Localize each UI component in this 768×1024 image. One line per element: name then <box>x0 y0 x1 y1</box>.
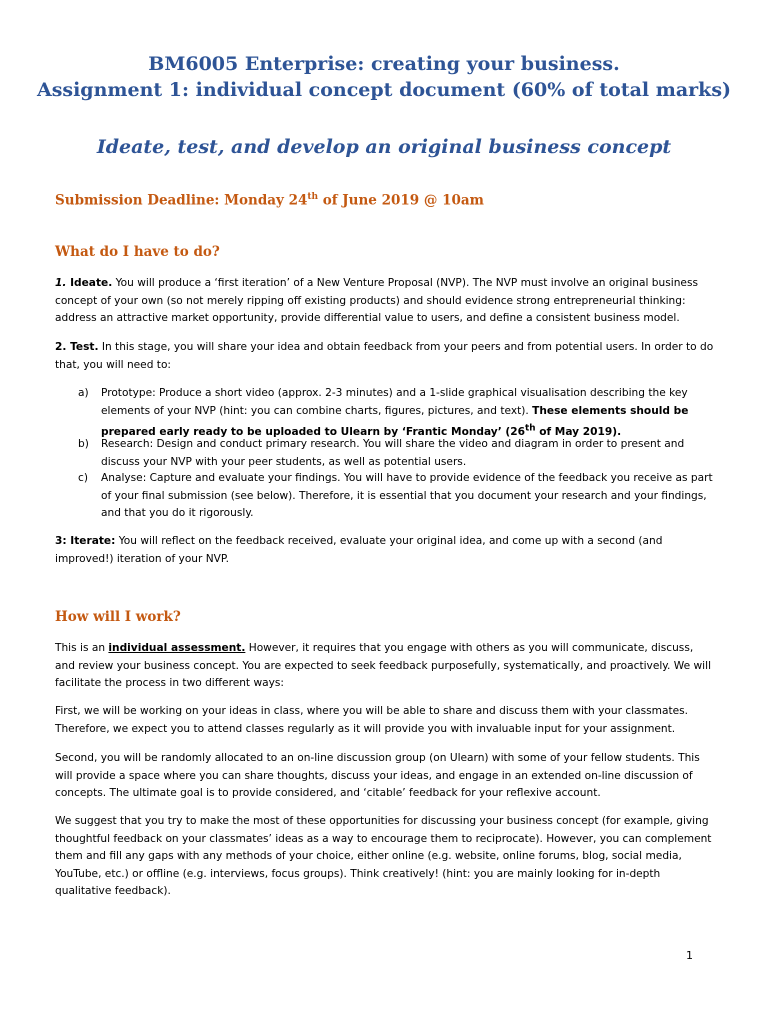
iterate-paragraph: 3: Iterate: You will reflect on the feedback received, evaluate your original idea, and come up with a second (and improved!) iteration of your NVP. <box>55 535 663 565</box>
test-paragraph: 2. Test. In this stage, you will share your idea and obtain feedback from your peers and from potential users. In order to do that, you will need to: <box>55 341 714 371</box>
list-marker: a) <box>78 387 89 399</box>
list-item-prototype: a) Prototype: Produce a short video (approx. 2-3 minutes) and a 1-slide graphical visualisation describing the key elements of your NVP (hint: you can combine charts, figures, pictures, and text). These elements should be prepared early ready to be uploaded to Ulearn by ‘Frantic Monday’ (26th of May 2019). <box>78 387 689 438</box>
assignment-subtitle: Ideate, test, and develop an original business concept <box>96 136 672 158</box>
section-heading-what: What do I have to do? <box>55 244 220 260</box>
section-heading-how: How will I work? <box>55 609 181 625</box>
assignment-title: Assignment 1: individual concept document (60% of total marks) <box>36 79 732 101</box>
individual-assessment-paragraph: This is an individual assessment. However, it requires that you engage with others as you will communicate, discuss, and review your business concept. You are expected to seek feedback purposefully, systematically, and proactively. We will facilitate the process in two different ways: <box>55 642 712 690</box>
ideate-paragraph: 1. Ideate. You will produce a ‘first iteration’ of a New Venture Proposal (NVP). The NVP must involve an original business concept of your own (so not merely ripping off existing products) and should evidence strong entrepreneurial thinking: address an attractive market opportunity, provide differential value to users, and define a consistent business model. <box>55 277 698 325</box>
course-title: BM6005 Enterprise: creating your business. <box>148 53 620 75</box>
suggestion-paragraph: We suggest that you try to make the most of these opportunities for discussing your business concept (for example, giving thoughtful feedback on your classmates’ ideas as a way to encourage them to reciprocate). However, you can complement them and fill any gaps with any methods of your choice, either online (e.g. website, online forums, blog, social media, YouTube, etc.) or offline (e.g. interviews, focus groups). Think creatively! (hint: you are mainly looking for in-depth qualitative feedback). <box>55 815 712 898</box>
list-item-analyse: c) Analyse: Capture and evaluate your findings. You will have to provide evidence of the feedback you receive as part of your final submission (see below). Therefore, it is essential that you document your research and your findings, and that you do it rigorously. <box>78 472 713 520</box>
list-item-research: b) Research: Design and conduct primary research. You will share the video and diagram in order to present and discuss your NVP with your peer students, as well as potential users. <box>78 438 685 468</box>
submission-deadline: Submission Deadline: Monday 24th of June 2019 @ 10am <box>55 192 484 209</box>
list-marker: b) <box>78 438 89 450</box>
class-work-paragraph: First, we will be working on your ideas in class, where you will be able to share and discuss them with your classmates. Therefore, we expect you to attend classes regularly as it will provide you with invaluable input for your assignment. <box>55 705 688 735</box>
list-marker: c) <box>78 472 88 484</box>
online-group-paragraph: Second, you will be randomly allocated to an on-line discussion group (on Ulearn) with some of your fellow students. This will provide a space where you can share thoughts, discuss your ideas, and engage in an extended on-line discussion of concepts. The ultimate goal is to provide considered, and ‘citable’ feedback for your reflexive account. <box>55 752 700 800</box>
page-number: 1 <box>686 949 693 962</box>
